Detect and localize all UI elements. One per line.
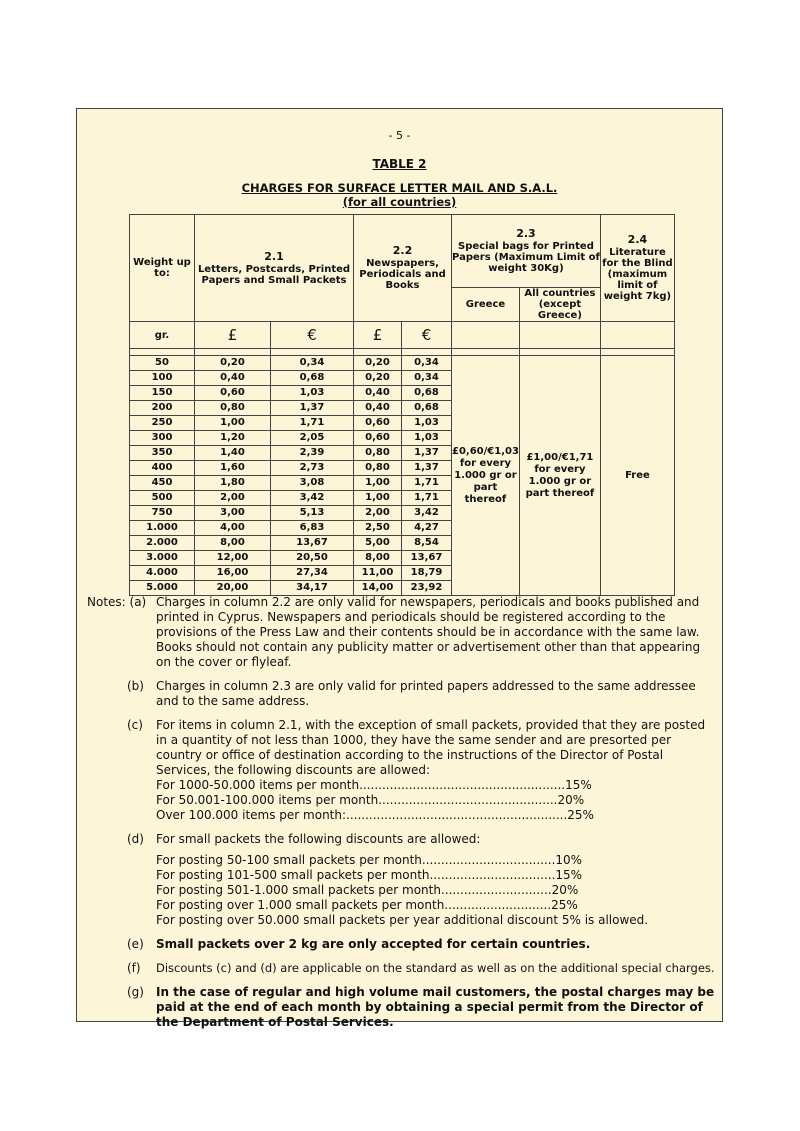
note-label: (c): [127, 718, 143, 732]
newspapers-pound-cell: 5,00: [354, 536, 402, 551]
euro-symbol: €: [402, 322, 452, 349]
newspapers-pound-cell: 0,60: [354, 431, 402, 446]
newspapers-pound-cell: 0,80: [354, 446, 402, 461]
spacer-cell: [600, 349, 674, 356]
note-text: Discounts (c) and (d) are applicable on the standard as well as on the additional special charges.: [156, 961, 715, 975]
note-c: [87, 718, 717, 823]
empty-cell: [519, 322, 600, 349]
header-col-2-4-text: Literature for the Blind (maximum limit of weight 7kg): [602, 247, 673, 302]
newspapers-euro-cell: 0,34: [402, 371, 452, 386]
header-col-2-2-text: Newspapers, Periodicals and Books: [359, 258, 446, 291]
discount-line: Over 100.000 items per month:..........................................................25%: [156, 808, 594, 822]
letters-pound-cell: 1,40: [195, 446, 271, 461]
newspapers-euro-cell: 0,34: [402, 356, 452, 371]
note-text: Charges in column 2.3 are only valid for printed papers addressed to the same addressee and to the same address.: [156, 679, 696, 708]
letters-euro-cell: 2,05: [271, 431, 354, 446]
letters-euro-cell: 34,17: [271, 581, 354, 596]
newspapers-euro-cell: 8,54: [402, 536, 452, 551]
newspapers-pound-cell: 8,00: [354, 551, 402, 566]
note-e: [87, 937, 717, 952]
empty-cell: [600, 322, 674, 349]
spacer-cell: [271, 349, 354, 356]
header-col-2-3-number: 2.3: [516, 227, 536, 240]
letters-euro-cell: 20,50: [271, 551, 354, 566]
letters-pound-cell: 8,00: [195, 536, 271, 551]
pound-symbol: £: [354, 322, 402, 349]
letters-pound-cell: 0,80: [195, 401, 271, 416]
weight-cell: 750: [130, 506, 195, 521]
letters-euro-cell: 1,03: [271, 386, 354, 401]
letters-pound-cell: 1,00: [195, 416, 271, 431]
spacer-cell: [452, 349, 520, 356]
letters-pound-cell: 1,60: [195, 461, 271, 476]
newspapers-pound-cell: 0,60: [354, 416, 402, 431]
weight-cell: 4.000: [130, 566, 195, 581]
letters-pound-cell: 12,00: [195, 551, 271, 566]
letters-euro-cell: 27,34: [271, 566, 354, 581]
discount-line: For posting over 1.000 small packets per month............................25%: [156, 898, 578, 912]
note-body: [156, 718, 717, 823]
newspapers-euro-cell: 1,37: [402, 446, 452, 461]
newspapers-pound-cell: 0,80: [354, 461, 402, 476]
note-body: [156, 832, 717, 928]
newspapers-euro-cell: 1,71: [402, 476, 452, 491]
weight-cell: 500: [130, 491, 195, 506]
note-a: [87, 595, 717, 670]
letters-euro-cell: 3,08: [271, 476, 354, 491]
note-label: Notes: (a): [87, 595, 147, 609]
pound-symbol: £: [195, 322, 271, 349]
weight-cell: 50: [130, 356, 195, 371]
letters-pound-cell: 16,00: [195, 566, 271, 581]
letters-euro-cell: 5,13: [271, 506, 354, 521]
weight-cell: 100: [130, 371, 195, 386]
note-label: (g): [127, 985, 144, 999]
letters-pound-cell: 20,00: [195, 581, 271, 596]
letters-euro-cell: 6,83: [271, 521, 354, 536]
empty-cell: [452, 322, 520, 349]
note-text: In the case of regular and high volume mail customers, the postal charges may be paid at the end of each month by obtaining a special permit from the Director of the Department of Postal Services.: [156, 985, 715, 1029]
note-d: [87, 832, 717, 928]
greece-rate-cell: £0,60/€1,03 for every 1.000 gr or part thereof: [452, 356, 520, 596]
newspapers-euro-cell: 13,67: [402, 551, 452, 566]
discount-line: For 50.001-100.000 items per month...............................................20%: [156, 793, 585, 807]
spacer-cell: [195, 349, 271, 356]
discount-line: For posting 501-1.000 small packets per month.............................20%: [156, 883, 579, 897]
newspapers-euro-cell: 1,03: [402, 416, 452, 431]
header-col-2-2-number: 2.2: [392, 244, 413, 257]
table-subtitle-line-2: (for all countries): [342, 195, 457, 209]
charges-table: [129, 214, 675, 596]
newspapers-pound-cell: 1,00: [354, 476, 402, 491]
letters-euro-cell: 13,67: [271, 536, 354, 551]
newspapers-pound-cell: 0,20: [354, 371, 402, 386]
note-g: [87, 985, 717, 1030]
letters-euro-cell: 2,39: [271, 446, 354, 461]
document-panel: [76, 108, 723, 1029]
header-col-2-3-text: Special bags for Printed Papers (Maximum Limit of weight 30Kg): [452, 241, 600, 274]
header-weight: Weight up to:: [130, 215, 195, 322]
weight-cell: 200: [130, 401, 195, 416]
note-f: [87, 961, 717, 976]
spacer-cell: [130, 349, 195, 356]
letters-pound-cell: 0,20: [195, 356, 271, 371]
note-label: (f): [127, 961, 141, 975]
table-subtitle-line-1: CHARGES FOR SURFACE LETTER MAIL AND S.A.L.: [241, 181, 558, 195]
newspapers-euro-cell: 1,71: [402, 491, 452, 506]
newspapers-euro-cell: 0,68: [402, 401, 452, 416]
letters-pound-cell: 1,20: [195, 431, 271, 446]
all-countries-rate-cell: £1,00/€1,71 for every 1.000 gr or part thereof: [519, 356, 600, 596]
newspapers-pound-cell: 0,20: [354, 356, 402, 371]
spacer-cell: [402, 349, 452, 356]
letters-euro-cell: 2,73: [271, 461, 354, 476]
letters-euro-cell: 1,37: [271, 401, 354, 416]
weight-cell: 2.000: [130, 536, 195, 551]
newspapers-euro-cell: 18,79: [402, 566, 452, 581]
discount-line: For posting over 50.000 small packets per year additional discount 5% is allowed.: [156, 913, 649, 927]
newspapers-pound-cell: 14,00: [354, 581, 402, 596]
spacer-cell: [354, 349, 402, 356]
newspapers-pound-cell: 2,50: [354, 521, 402, 536]
header-col-2-3: [452, 215, 601, 288]
newspapers-euro-cell: 1,03: [402, 431, 452, 446]
newspapers-euro-cell: 1,37: [402, 461, 452, 476]
weight-cell: 350: [130, 446, 195, 461]
letters-euro-cell: 0,68: [271, 371, 354, 386]
spacer-cell: [519, 349, 600, 356]
newspapers-pound-cell: 11,00: [354, 566, 402, 581]
letters-pound-cell: 4,00: [195, 521, 271, 536]
header-all-countries: All countries (except Greece): [519, 288, 600, 322]
discount-line: For posting 101-500 small packets per month.................................15%: [156, 868, 583, 882]
note-text: Charges in column 2.2 are only valid for newspapers, periodicals and books published and printed in Cyprus. Newspapers and periodicals should be registered according to the provisions of the Press Law and their contents should be in accordance with the same law. Books should not contain any publicity matter or advertisement other than that appearing on the cover or flyleaf.: [156, 595, 701, 669]
unit-gr: gr.: [130, 322, 195, 349]
letters-euro-cell: 1,71: [271, 416, 354, 431]
note-text: For small packets the following discounts are allowed:: [156, 832, 481, 846]
letters-pound-cell: 1,80: [195, 476, 271, 491]
weight-cell: 400: [130, 461, 195, 476]
note-text: Small packets over 2 kg are only accepted for certain countries.: [156, 937, 591, 951]
letters-euro-cell: 0,34: [271, 356, 354, 371]
note-label: (e): [127, 937, 144, 951]
letters-pound-cell: 0,60: [195, 386, 271, 401]
note-label: (b): [127, 679, 144, 693]
note-label: (d): [127, 832, 144, 846]
header-col-2-4: [600, 215, 674, 322]
header-col-2-1: [195, 215, 354, 322]
weight-cell: 5.000: [130, 581, 195, 596]
table-row: [130, 356, 675, 371]
weight-cell: 3.000: [130, 551, 195, 566]
weight-cell: 250: [130, 416, 195, 431]
letters-pound-cell: 0,40: [195, 371, 271, 386]
newspapers-euro-cell: 23,92: [402, 581, 452, 596]
blind-rate-cell: Free: [600, 356, 674, 596]
letters-euro-cell: 3,42: [271, 491, 354, 506]
header-col-2-1-number: 2.1: [264, 249, 284, 263]
newspapers-pound-cell: 0,40: [354, 386, 402, 401]
page-number: - 5 -: [388, 129, 411, 142]
newspapers-euro-cell: 0,68: [402, 386, 452, 401]
letters-pound-cell: 2,00: [195, 491, 271, 506]
weight-cell: 1.000: [130, 521, 195, 536]
notes-section: [87, 595, 717, 1039]
table-title: TABLE 2: [372, 157, 427, 171]
note-text: For items in column 2.1, with the exception of small packets, provided that they are posted in a quantity of not less than 1000, they have the same sender and are presorted per country or office of destination according to the instructions of the Director of Postal Services, the following discounts are allowed:: [156, 718, 706, 777]
letters-pound-cell: 3,00: [195, 506, 271, 521]
discount-line: For posting 50-100 small packets per month...................................10%: [156, 853, 583, 867]
table-subtitle: [77, 181, 722, 209]
header-col-2-4-number: 2.4: [627, 233, 648, 246]
header-greece: Greece: [452, 288, 520, 322]
newspapers-pound-cell: 1,00: [354, 491, 402, 506]
weight-cell: 300: [130, 431, 195, 446]
newspapers-euro-cell: 3,42: [402, 506, 452, 521]
discount-line: For 1000-50.000 items per month......................................................15%: [156, 778, 592, 792]
header-col-2-2: [354, 215, 452, 322]
header-col-2-1-text: Letters, Postcards, Printed Papers and Small Packets: [197, 263, 351, 286]
weight-cell: 450: [130, 476, 195, 491]
newspapers-euro-cell: 4,27: [402, 521, 452, 536]
euro-symbol: €: [271, 322, 354, 349]
newspapers-pound-cell: 2,00: [354, 506, 402, 521]
note-b: [87, 679, 717, 709]
newspapers-pound-cell: 0,40: [354, 401, 402, 416]
weight-cell: 150: [130, 386, 195, 401]
